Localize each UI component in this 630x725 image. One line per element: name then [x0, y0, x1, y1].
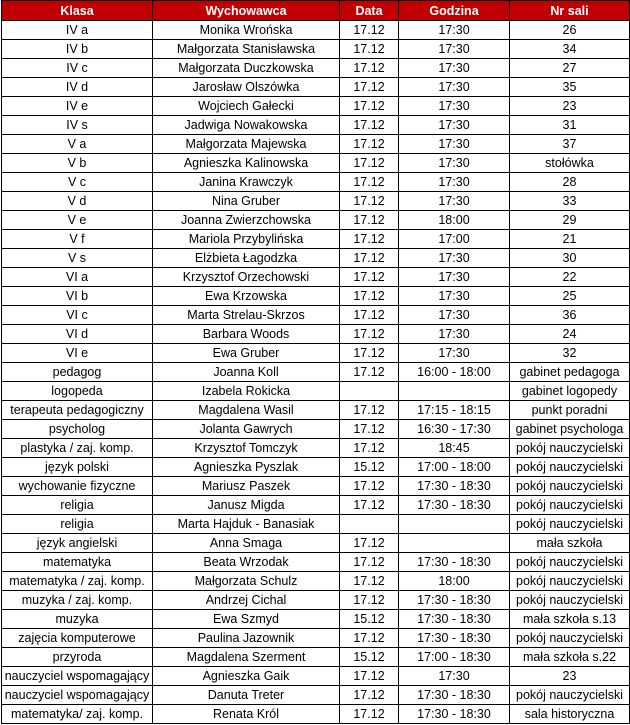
table-row [2, 97, 630, 116]
table-row [2, 230, 630, 249]
header-klasa: Klasa [2, 1, 153, 21]
godzina-cell: 17:30 - 18:30 [399, 686, 510, 705]
nr-sali-cell: sala historyczna [510, 705, 630, 724]
wychowawca-cell: Agnieszka Gaik [153, 667, 340, 686]
data-cell: 17.12 [340, 591, 399, 610]
data-cell: 17.12 [340, 439, 399, 458]
godzina-cell: 16:00 - 18:00 [399, 363, 510, 382]
klasa-cell: V f [2, 230, 153, 249]
data-cell: 17.12 [340, 78, 399, 97]
data-cell: 17.12 [340, 249, 399, 268]
table-row [2, 211, 630, 230]
nr-sali-cell: pokój nauczycielski [510, 629, 630, 648]
wychowawca-cell: Barbara Woods [153, 325, 340, 344]
nr-sali-cell: stołówka [510, 154, 630, 173]
data-cell: 17.12 [340, 686, 399, 705]
nr-sali-cell: 36 [510, 306, 630, 325]
wychowawca-cell: Marta Strelau-Skrzos [153, 306, 340, 325]
table-row [2, 78, 630, 97]
table-row [2, 306, 630, 325]
table-row [2, 572, 630, 591]
nr-sali-cell: 22 [510, 268, 630, 287]
wychowawca-cell: Paulina Jazownik [153, 629, 340, 648]
table-row [2, 325, 630, 344]
nr-sali-cell: pokój nauczycielski [510, 591, 630, 610]
godzina-cell: 17:30 - 18:30 [399, 496, 510, 515]
data-cell: 17.12 [340, 268, 399, 287]
klasa-cell: V e [2, 211, 153, 230]
wychowawca-cell: Małgorzata Duczkowska [153, 59, 340, 78]
wychowawca-cell: Wojciech Gałecki [153, 97, 340, 116]
table-row [2, 382, 630, 401]
table-row [2, 496, 630, 515]
nr-sali-cell: 33 [510, 192, 630, 211]
godzina-cell: 17:30 [399, 135, 510, 154]
wychowawca-cell: Janina Krawczyk [153, 173, 340, 192]
nr-sali-cell: mała szkoła s.13 [510, 610, 630, 629]
data-cell: 17.12 [340, 344, 399, 363]
wychowawca-cell: Małgorzata Majewska [153, 135, 340, 154]
table-row [2, 553, 630, 572]
nr-sali-cell: 25 [510, 287, 630, 306]
nr-sali-cell: pokój nauczycielski [510, 515, 630, 534]
data-cell: 17.12 [340, 116, 399, 135]
wychowawca-cell: Anna Smaga [153, 534, 340, 553]
table-row [2, 515, 630, 534]
godzina-cell: 17:30 [399, 173, 510, 192]
table-row [2, 344, 630, 363]
klasa-cell: zajęcia komputerowe [2, 629, 153, 648]
data-cell: 17.12 [340, 287, 399, 306]
table-row [2, 59, 630, 78]
klasa-cell: VI b [2, 287, 153, 306]
klasa-cell: V d [2, 192, 153, 211]
klasa-cell: V c [2, 173, 153, 192]
nr-sali-cell: pokój nauczycielski [510, 686, 630, 705]
table-row [2, 477, 630, 496]
klasa-cell: IV d [2, 78, 153, 97]
wychowawca-cell: Joanna Zwierzchowska [153, 211, 340, 230]
godzina-cell: 17:30 - 18:30 [399, 610, 510, 629]
klasa-cell: IV c [2, 59, 153, 78]
nr-sali-cell: 35 [510, 78, 630, 97]
wychowawca-cell: Magdalena Wasil [153, 401, 340, 420]
godzina-cell: 17:30 - 18:30 [399, 705, 510, 724]
wychowawca-cell: Agnieszka Kalinowska [153, 154, 340, 173]
klasa-cell: religia [2, 496, 153, 515]
data-cell: 17.12 [340, 135, 399, 154]
data-cell: 17.12 [340, 59, 399, 78]
klasa-cell: VI e [2, 344, 153, 363]
data-cell: 15.12 [340, 648, 399, 667]
table-row [2, 173, 630, 192]
data-cell: 17.12 [340, 325, 399, 344]
godzina-cell: 17:30 [399, 78, 510, 97]
nr-sali-cell: punkt poradni [510, 401, 630, 420]
table-row [2, 21, 630, 40]
data-cell: 17.12 [340, 230, 399, 249]
klasa-cell: język polski [2, 458, 153, 477]
godzina-cell: 17:30 [399, 59, 510, 78]
klasa-cell: VI a [2, 268, 153, 287]
header-data: Data [340, 1, 399, 21]
godzina-cell: 17:30 - 18:30 [399, 591, 510, 610]
nr-sali-cell: 29 [510, 211, 630, 230]
table-row [2, 287, 630, 306]
wychowawca-cell: Magdalena Szerment [153, 648, 340, 667]
data-cell [340, 515, 399, 534]
data-cell: 17.12 [340, 534, 399, 553]
nr-sali-cell: gabinet psychologa [510, 420, 630, 439]
table-row [2, 154, 630, 173]
wychowawca-cell: Marta Hajduk - Banasiak [153, 515, 340, 534]
wychowawca-cell: Joanna Koll [153, 363, 340, 382]
data-cell: 15.12 [340, 458, 399, 477]
nr-sali-cell: 34 [510, 40, 630, 59]
wychowawca-cell: Andrzej Cichal [153, 591, 340, 610]
nr-sali-cell: mała szkoła [510, 534, 630, 553]
nr-sali-cell: 24 [510, 325, 630, 344]
data-cell: 17.12 [340, 21, 399, 40]
nr-sali-cell: gabinet pedagoga [510, 363, 630, 382]
klasa-cell: muzyka [2, 610, 153, 629]
table-row [2, 591, 630, 610]
table-row [2, 268, 630, 287]
godzina-cell: 17:30 [399, 249, 510, 268]
header-godzina: Godzina [399, 1, 510, 21]
klasa-cell: wychowanie fizyczne [2, 477, 153, 496]
wychowawca-cell: Ewa Szmyd [153, 610, 340, 629]
wychowawca-cell: Izabela Rokicka [153, 382, 340, 401]
nr-sali-cell: 27 [510, 59, 630, 78]
godzina-cell: 17:30 [399, 325, 510, 344]
nr-sali-cell: 23 [510, 97, 630, 116]
nr-sali-cell: pokój nauczycielski [510, 496, 630, 515]
godzina-cell: 17:00 [399, 230, 510, 249]
godzina-cell: 17:30 - 18:30 [399, 629, 510, 648]
wychowawca-cell: Elżbieta Łagodzka [153, 249, 340, 268]
klasa-cell: matematyka/ zaj. komp. [2, 705, 153, 724]
data-cell: 17.12 [340, 154, 399, 173]
wychowawca-cell: Jarosław Olszówka [153, 78, 340, 97]
klasa-cell: język angielski [2, 534, 153, 553]
wychowawca-cell: Danuta Treter [153, 686, 340, 705]
data-cell: 17.12 [340, 306, 399, 325]
klasa-cell: plastyka / zaj. komp. [2, 439, 153, 458]
godzina-cell [399, 534, 510, 553]
godzina-cell: 18:45 [399, 439, 510, 458]
table-row [2, 439, 630, 458]
schedule-table [1, 0, 630, 724]
table-row [2, 705, 630, 724]
klasa-cell: VI d [2, 325, 153, 344]
table-row [2, 686, 630, 705]
godzina-cell: 17:30 [399, 154, 510, 173]
header-wychowawca: Wychowawca [153, 1, 340, 21]
data-cell: 17.12 [340, 173, 399, 192]
klasa-cell: przyroda [2, 648, 153, 667]
header-row [2, 1, 630, 21]
table-body [2, 21, 630, 724]
wychowawca-cell: Mariola Przybylińska [153, 230, 340, 249]
godzina-cell [399, 382, 510, 401]
nr-sali-cell: pokój nauczycielski [510, 458, 630, 477]
klasa-cell: psycholog [2, 420, 153, 439]
wychowawca-cell: Małgorzata Stanisławska [153, 40, 340, 59]
data-cell: 17.12 [340, 40, 399, 59]
godzina-cell: 17:30 [399, 667, 510, 686]
godzina-cell: 17:00 - 18:30 [399, 648, 510, 667]
nr-sali-cell: 28 [510, 173, 630, 192]
godzina-cell: 17:30 [399, 306, 510, 325]
table-row [2, 458, 630, 477]
godzina-cell: 17:30 [399, 268, 510, 287]
header-nr-sali: Nr sali [510, 1, 630, 21]
data-cell: 17.12 [340, 363, 399, 382]
wychowawca-cell: Krzysztof Orzechowski [153, 268, 340, 287]
table-row [2, 249, 630, 268]
wychowawca-cell: Janusz Migda [153, 496, 340, 515]
table-row [2, 116, 630, 135]
table-row [2, 610, 630, 629]
wychowawca-cell: Mariusz Paszek [153, 477, 340, 496]
wychowawca-cell: Jolanta Gawrych [153, 420, 340, 439]
klasa-cell: nauczyciel wspomagający [2, 686, 153, 705]
godzina-cell: 18:00 [399, 572, 510, 591]
klasa-cell: pedagog [2, 363, 153, 382]
godzina-cell: 17:30 [399, 40, 510, 59]
godzina-cell: 17:30 - 18:30 [399, 477, 510, 496]
wychowawca-cell: Agnieszka Pyszlak [153, 458, 340, 477]
godzina-cell: 17:00 - 18:00 [399, 458, 510, 477]
klasa-cell: logopeda [2, 382, 153, 401]
godzina-cell [399, 515, 510, 534]
nr-sali-cell: 31 [510, 116, 630, 135]
klasa-cell: terapeuta pedagogiczny [2, 401, 153, 420]
table-row [2, 629, 630, 648]
klasa-cell: religia [2, 515, 153, 534]
nr-sali-cell: 32 [510, 344, 630, 363]
nr-sali-cell: pokój nauczycielski [510, 439, 630, 458]
data-cell: 17.12 [340, 97, 399, 116]
wychowawca-cell: Krzysztof Tomczyk [153, 439, 340, 458]
table-row [2, 667, 630, 686]
klasa-cell: IV s [2, 116, 153, 135]
table-row [2, 420, 630, 439]
klasa-cell: IV b [2, 40, 153, 59]
table-row [2, 648, 630, 667]
data-cell: 17.12 [340, 211, 399, 230]
klasa-cell: muzyka / zaj. komp. [2, 591, 153, 610]
table-row [2, 534, 630, 553]
wychowawca-cell: Jadwiga Nowakowska [153, 116, 340, 135]
nr-sali-cell: gabinet logopedy [510, 382, 630, 401]
klasa-cell: IV a [2, 21, 153, 40]
wychowawca-cell: Renata Król [153, 705, 340, 724]
godzina-cell: 17:30 [399, 192, 510, 211]
data-cell: 17.12 [340, 496, 399, 515]
nr-sali-cell: 37 [510, 135, 630, 154]
wychowawca-cell: Monika Wrońska [153, 21, 340, 40]
nr-sali-cell: mała szkoła s.22 [510, 648, 630, 667]
klasa-cell: nauczyciel wspomagający [2, 667, 153, 686]
klasa-cell: matematyka / zaj. komp. [2, 572, 153, 591]
nr-sali-cell: pokój nauczycielski [510, 477, 630, 496]
nr-sali-cell: 23 [510, 667, 630, 686]
data-cell: 17.12 [340, 705, 399, 724]
wychowawca-cell: Ewa Gruber [153, 344, 340, 363]
godzina-cell: 17:30 [399, 344, 510, 363]
nr-sali-cell: pokój nauczycielski [510, 553, 630, 572]
wychowawca-cell: Małgorzata Schulz [153, 572, 340, 591]
nr-sali-cell: 30 [510, 249, 630, 268]
data-cell: 15.12 [340, 610, 399, 629]
data-cell: 17.12 [340, 401, 399, 420]
klasa-cell: IV e [2, 97, 153, 116]
godzina-cell: 17:30 - 18:30 [399, 553, 510, 572]
klasa-cell: VI c [2, 306, 153, 325]
data-cell: 17.12 [340, 553, 399, 572]
godzina-cell: 17:30 [399, 287, 510, 306]
data-cell [340, 382, 399, 401]
nr-sali-cell: 26 [510, 21, 630, 40]
table-row [2, 192, 630, 211]
data-cell: 17.12 [340, 192, 399, 211]
data-cell: 17.12 [340, 667, 399, 686]
klasa-cell: V a [2, 135, 153, 154]
nr-sali-cell: pokój nauczycielski [510, 572, 630, 591]
wychowawca-cell: Nina Gruber [153, 192, 340, 211]
data-cell: 17.12 [340, 420, 399, 439]
data-cell: 17.12 [340, 477, 399, 496]
wychowawca-cell: Ewa Krzowska [153, 287, 340, 306]
table-row [2, 135, 630, 154]
klasa-cell: V s [2, 249, 153, 268]
klasa-cell: matematyka [2, 553, 153, 572]
table-row [2, 363, 630, 382]
data-cell: 17.12 [340, 572, 399, 591]
nr-sali-cell: 21 [510, 230, 630, 249]
godzina-cell: 17:30 [399, 21, 510, 40]
table-row [2, 40, 630, 59]
klasa-cell: V b [2, 154, 153, 173]
godzina-cell: 16:30 - 17:30 [399, 420, 510, 439]
godzina-cell: 17:15 - 18:15 [399, 401, 510, 420]
wychowawca-cell: Beata Wrzodak [153, 553, 340, 572]
table-row [2, 401, 630, 420]
godzina-cell: 17:30 [399, 97, 510, 116]
godzina-cell: 18:00 [399, 211, 510, 230]
godzina-cell: 17:30 [399, 116, 510, 135]
data-cell: 17.12 [340, 629, 399, 648]
